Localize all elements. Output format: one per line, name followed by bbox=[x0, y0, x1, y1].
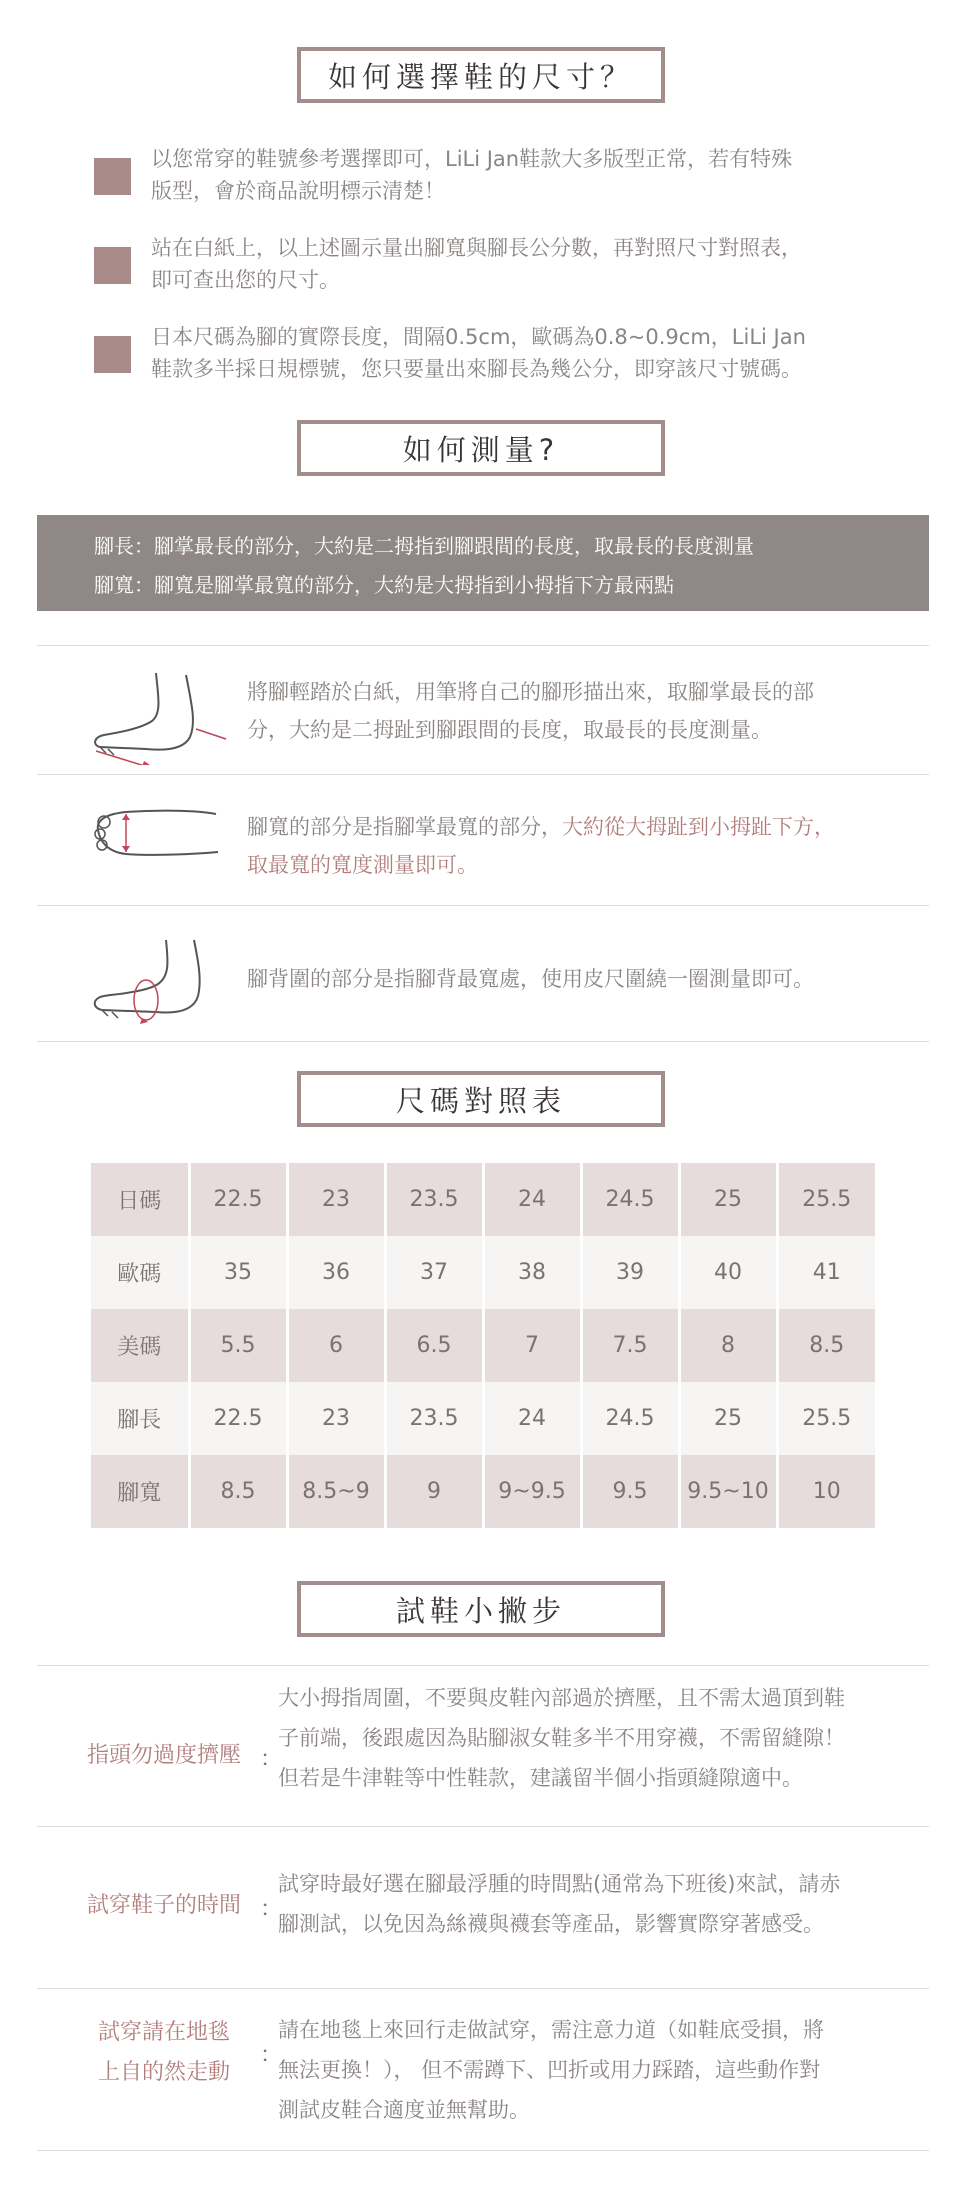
table-row bbox=[91, 1455, 875, 1528]
measure-definition-band bbox=[37, 515, 929, 611]
divider bbox=[37, 1041, 929, 1042]
divider bbox=[37, 1665, 929, 1666]
table-cell: 23.5 bbox=[385, 1382, 483, 1455]
size-guide-text bbox=[151, 321, 891, 385]
text-line: 腳背圍的部分是指腳背最寬處，使用皮尺圍繞一圈測量即可。 bbox=[247, 967, 814, 991]
text-line: 站在白紙上，以上述圖示量出腳寬與腳長公分數，再對照尺寸對照表， bbox=[151, 236, 802, 260]
text-line: 版型，會於商品說明標示清楚！ bbox=[151, 179, 445, 203]
text-segment: 腳寬的部分是指腳掌最寬的部分， bbox=[247, 815, 562, 839]
divider bbox=[37, 2150, 929, 2151]
text-line: 分，大約是二拇趾到腳跟間的長度，取最長的長度測量。 bbox=[247, 718, 772, 742]
table-row bbox=[91, 1309, 875, 1382]
table-cell: 25.5 bbox=[777, 1163, 875, 1236]
table-cell: 6 bbox=[287, 1309, 385, 1382]
table-row bbox=[91, 1163, 875, 1236]
table-cell: 35 bbox=[189, 1236, 287, 1309]
table-cell: 23.5 bbox=[385, 1163, 483, 1236]
table-cell: 25.5 bbox=[777, 1382, 875, 1455]
text-line: 試穿時最好選在腳最浮腫的時間點(通常為下班後)來試，請赤 bbox=[278, 1872, 841, 1896]
text-line: 鞋款多半採日規標號，您只要量出來腳長為幾公分，即穿該尺寸號碼。 bbox=[151, 357, 802, 381]
tip-text bbox=[278, 2010, 918, 2130]
text-line: 但若是牛津鞋等中性鞋款，建議留半個小指頭縫隙適中。 bbox=[278, 1766, 803, 1790]
tip-label-line: 試穿請在地毯 bbox=[97, 2020, 230, 2045]
table-cell: 36 bbox=[287, 1236, 385, 1309]
tip-text bbox=[278, 1864, 918, 1944]
table-cell: 24.5 bbox=[581, 1382, 679, 1455]
size-guide-text bbox=[151, 232, 891, 296]
table-cell: 38 bbox=[483, 1236, 581, 1309]
text-line: 無法更換！）， 但不需蹲下、凹折或用力踩踏，這些動作對 bbox=[278, 2058, 821, 2082]
table-cell: 8 bbox=[679, 1309, 777, 1382]
row-label: 腳寬 bbox=[91, 1455, 189, 1528]
tip-label: 試穿鞋子的時間 bbox=[86, 1893, 241, 1918]
table-cell: 40 bbox=[679, 1236, 777, 1309]
table-cell: 37 bbox=[385, 1236, 483, 1309]
bullet-square bbox=[94, 247, 131, 284]
text-line: 大小拇指周圍，不要與皮鞋內部過於擠壓，且不需太過頂到鞋 bbox=[278, 1686, 845, 1710]
table-cell: 8.5~9 bbox=[287, 1455, 385, 1528]
table-cell: 24.5 bbox=[581, 1163, 679, 1236]
table-cell: 41 bbox=[777, 1236, 875, 1309]
tip-colon: ： bbox=[260, 2043, 283, 2068]
table-cell: 24 bbox=[483, 1163, 581, 1236]
table-cell: 8.5 bbox=[777, 1309, 875, 1382]
text-line: 將腳輕踏於白紙，用筆將自己的腳形描出來，取腳掌最長的部 bbox=[247, 680, 814, 704]
foot-length-icon bbox=[86, 665, 236, 765]
text-line: 即可查出您的尺寸。 bbox=[151, 268, 340, 292]
table-cell: 9.5~10 bbox=[679, 1455, 777, 1528]
text-line: 測試皮鞋合適度並無幫助。 bbox=[278, 2098, 530, 2122]
table-row bbox=[91, 1236, 875, 1309]
tip-text bbox=[278, 1678, 918, 1798]
table-cell: 9.5 bbox=[581, 1455, 679, 1528]
highlighted-text: 取最寬的寬度測量即可。 bbox=[247, 853, 478, 877]
divider bbox=[37, 774, 929, 775]
tip-colon: ： bbox=[260, 1747, 283, 1772]
foot-instep-instruction bbox=[247, 960, 907, 998]
divider bbox=[37, 645, 929, 646]
divider bbox=[37, 905, 929, 906]
foot-length-instruction bbox=[247, 673, 907, 749]
row-label: 腳長 bbox=[91, 1382, 189, 1455]
table-cell: 8.5 bbox=[189, 1455, 287, 1528]
highlighted-text: 大約從大拇趾到小拇趾下方， bbox=[562, 815, 835, 839]
text-line: 子前端，後跟處因為貼腳淑女鞋多半不用穿襪，不需留縫隙！ bbox=[278, 1726, 845, 1750]
tip-label: 指頭勿過度擠壓 bbox=[86, 1743, 241, 1768]
size-chart-table bbox=[91, 1163, 875, 1528]
table-cell: 9~9.5 bbox=[483, 1455, 581, 1528]
text-line: 腳測試，以免因為絲襪與襪套等產品，影響實際穿著感受。 bbox=[278, 1912, 824, 1936]
row-label: 日碼 bbox=[91, 1163, 189, 1236]
foot-width-icon bbox=[86, 800, 226, 870]
section-title-measure: 如何測量? bbox=[297, 420, 665, 476]
table-cell: 7 bbox=[483, 1309, 581, 1382]
section-title-size-chart: 尺碼對照表 bbox=[297, 1071, 665, 1127]
table-cell: 7.5 bbox=[581, 1309, 679, 1382]
table-cell: 5.5 bbox=[189, 1309, 287, 1382]
divider bbox=[37, 1826, 929, 1827]
text-line: 請在地毯上來回行走做試穿，需注意力道（如鞋底受損，將 bbox=[278, 2018, 824, 2042]
table-cell: 24 bbox=[483, 1382, 581, 1455]
section-title-fitting-tips: 試鞋小撇步 bbox=[297, 1581, 665, 1637]
tip-colon: ： bbox=[260, 1897, 283, 1922]
table-cell: 39 bbox=[581, 1236, 679, 1309]
tip-label bbox=[50, 2013, 278, 2093]
bullet-square bbox=[94, 336, 131, 373]
table-cell: 25 bbox=[679, 1163, 777, 1236]
table-cell: 22.5 bbox=[189, 1163, 287, 1236]
table-cell: 10 bbox=[777, 1455, 875, 1528]
table-cell: 9 bbox=[385, 1455, 483, 1528]
bullet-square bbox=[94, 158, 131, 195]
table-cell: 23 bbox=[287, 1163, 385, 1236]
table-cell: 22.5 bbox=[189, 1382, 287, 1455]
foot-instep-icon bbox=[86, 936, 226, 1026]
section-title-size-guide: 如何選擇鞋的尺寸？ bbox=[297, 47, 665, 103]
table-cell: 6.5 bbox=[385, 1309, 483, 1382]
foot-width-definition: 腳寬：腳寬是腳掌最寬的部分，大約是大拇指到小拇指下方最兩點 bbox=[94, 573, 674, 597]
size-guide-text bbox=[151, 143, 891, 207]
text-line bbox=[247, 808, 907, 846]
divider bbox=[37, 1988, 929, 1989]
text-line: 以您常穿的鞋號參考選擇即可，LiLi Jan鞋款大多版型正常，若有特殊 bbox=[151, 147, 793, 171]
text-line: 日本尺碼為腳的實際長度，間隔0.5cm，歐碼為0.8~0.9cm，LiLi Jan bbox=[151, 325, 806, 349]
table-cell: 25 bbox=[679, 1382, 777, 1455]
table-row bbox=[91, 1382, 875, 1455]
tip-label-line: 上自的然走動 bbox=[97, 2060, 230, 2085]
foot-length-definition: 腳長：腳掌最長的部分，大約是二拇指到腳跟間的長度，取最長的長度測量 bbox=[94, 534, 754, 558]
foot-width-instruction bbox=[247, 808, 907, 884]
table-cell: 23 bbox=[287, 1382, 385, 1455]
row-label: 歐碼 bbox=[91, 1236, 189, 1309]
row-label: 美碼 bbox=[91, 1309, 189, 1382]
